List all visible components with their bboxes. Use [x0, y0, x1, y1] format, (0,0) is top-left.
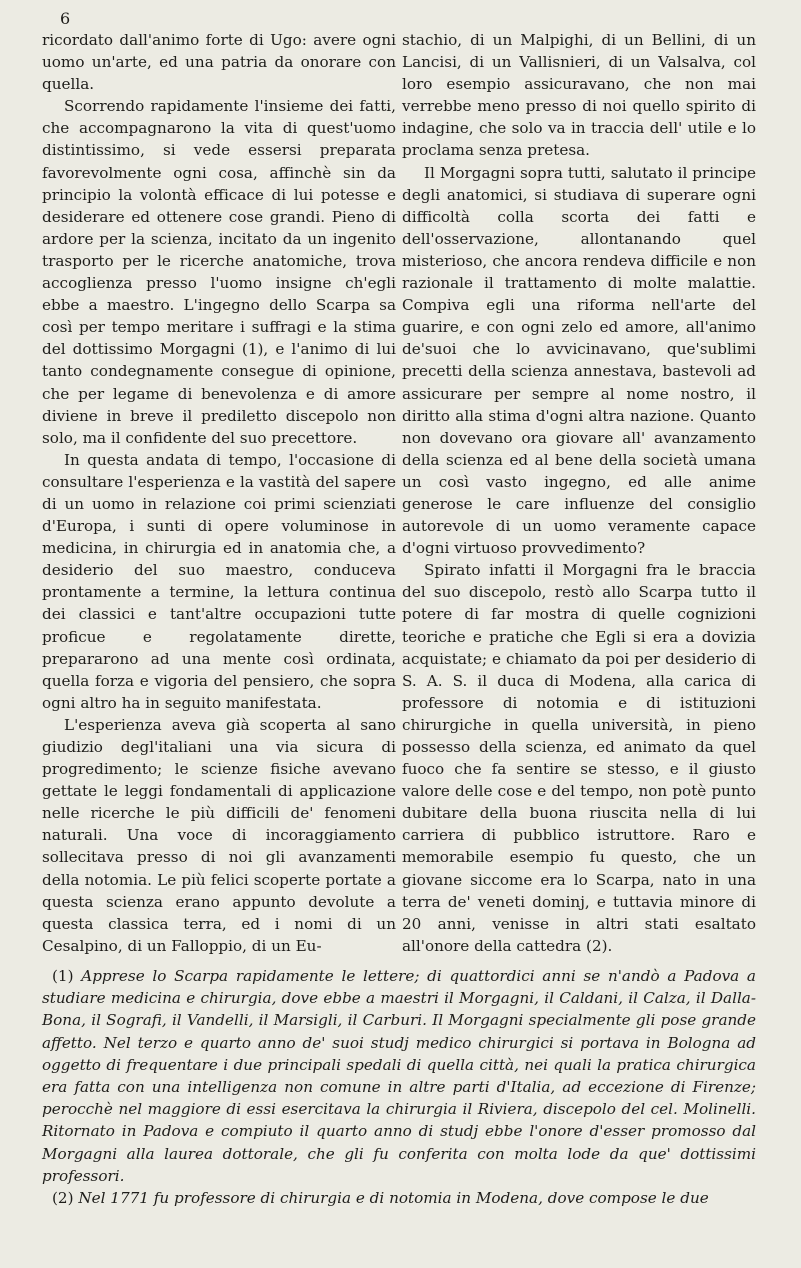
right-column [402, 29, 756, 957]
right-paragraph-2: Il Morgagni sopra tutti, salutato il principe degli anatomici, si studiava di superare ogni difficoltà colla scorta dei fatti e dell'osservazione, allontanando quel misterioso, che ancora rendeva difficile e non razionale il trattamento di molte malattie. Compiva egli una riforma nell'arte del guarire, e con ogni zelo ed amore, all'animo de'suoi che lo avvicinavano, que'sublimi precetti della scienza annestava, bastevoli ad assicurare per sempre al nome nostro, il diritto alla stima d'ogni altra nazione. Quanto non dovevano ora giovare all' avanzamento della scienza ed al bene della società umana un così vasto ingegno, ed alle anime generose le care influenze del consiglio autorevole di un uomo veramente capace d'ogni virtuoso provvedimento? [402, 163, 756, 558]
footnotes [42, 965, 756, 1209]
left-paragraph-1: ricordato dall'animo forte di Ugo: avere ogni uomo un'arte, ed una patria da onorare con quella. [42, 31, 396, 94]
footnote-marker: (2) [52, 1189, 74, 1208]
page-number: 6 [60, 9, 71, 28]
right-paragraph-1: stachio, di un Malpighi, di un Bellini, di un Lancisi, di un Vallisnieri, di un Valsalva, col loro esempio assicuravano, che non mai verrebbe meno presso di noi quello spirito di indagine, che solo va in traccia dell' utile e lo proclama senza pretesa. [402, 31, 756, 160]
footnote-1 [42, 965, 756, 1187]
footnote-text: Nel 1771 fu professore di chirurgia e di notomia in Modena, dove compose le due [78, 1189, 709, 1208]
left-paragraph-2: Scorrendo rapidamente l'insieme dei fatti, che accompagnarono la vita di quest'uomo distintissimo, si vede essersi preparata favorevolmente ogni cosa, affinchè sin da principio la volontà efficace di lui potesse e desiderare ed ottenere cose grandi. Pieno di ardore per la scienza, incitato da un ingenito trasporto per le ricerche anatomiche, trova accoglienza presso l'uomo insigne ch'egli ebbe a maestro. L'ingegno dello Scarpa sa così per tempo meritare i suffragi e la stima del dottissimo Morgagni (1), e l'animo di lui tanto condegnamente consegue di opinione, che per legame di benevolenza e di amore diviene in breve il prediletto discepolo non solo, ma il confidente del suo precettore. [42, 97, 396, 447]
left-column [42, 29, 396, 957]
footnote-text: Apprese lo Scarpa rapidamente le lettere; di quattordici anni se n'andò a Padova a studiare medicina e chirurgia, dove ebbe a maestri il Morgagni, il Caldani, il Calza, il Dalla-Bona, il Sografi, il Vandelli, il Marsigli, il Carburi. Il Morgagni specialmente gli pose grande affetto. Nel terzo e quarto anno de' suoi studj medico chirurgici si portava in Bologna ad oggetto di frequentare i due principali spedali di quella città, nei quali la pratica chirurgica era fatta con una intelligenza non comune in altre parti d'Italia, ad eccezione di Firenze; perocchè nel maggiore di essi esercitava la chirurgia il Riviera, discepolo del cel. Molinelli. Ritornato in Padova e compiuto il quarto anno di studj ebbe l'onore d'esser promosso dal Morgagni alla laurea dottorale, che gli fu conferita con molta lode da que' dottissimi professori. [42, 967, 756, 1185]
footnote-2 [42, 1187, 756, 1209]
footnote-marker: (1) [52, 967, 74, 985]
left-paragraph-3: In questa andata di tempo, l'occasione di consultare l'esperienza e la vastità del sapere di un uomo in relazione coi primi scienziati d'Europa, i sunti di opere voluminose in medicina, in chirurgia ed in anatomia che, a desiderio del suo maestro, conduceva prontamente a termine, la lettura continua dei classici e tant'altre occupazioni tutte proficue e regolatamente dirette, prepararono ad una mente così ordinata, quella forza e vigoria del pensiero, che sopra ogni altro ha in seguito manifestata. [42, 450, 396, 712]
left-paragraph-4: L'esperienza aveva già scoperta al sano giudizio degl'italiani una via sicura di progredimento; le scienze fisiche avevano gettate le leggi fondamentali di applicazione nelle ricerche le più difficili de' fenomeni naturali. Una voce di incoraggiamento sollecitava presso di noi gli avanzamenti della notomia. Le più felici scoperte portate a questa scienza erano appunto devolute a questa classica terra, ed i nomi di un Cesalpino, di un Falloppio, di un Eu- [42, 715, 396, 955]
right-paragraph-3: Spirato infatti il Morgagni fra le braccia del suo discepolo, restò allo Scarpa tutto il potere di far mostra di quelle cognizioni teoriche e pratiche che Egli si era a dovizia acquistate; e chiamato da poi per desiderio di S. A. S. il duca di Modena, alla carica di professore di notomia e di istituzioni chirurgiche in quella università, in pieno possesso della scienza, ed animato da quel fuoco che fa sentire se stesso, e il giusto valore delle cose e del tempo, non potè punto dubitare della buona riuscita nella di lui carriera di pubblico istruttore. Raro e memorabile esempio fu questo, che un giovane siccome era lo Scarpa, nato in una terra de' veneti dominj, e tuttavia minore di 20 anni, venisse in altri stati esaltato all'onore della cattedra (2). [402, 561, 756, 955]
